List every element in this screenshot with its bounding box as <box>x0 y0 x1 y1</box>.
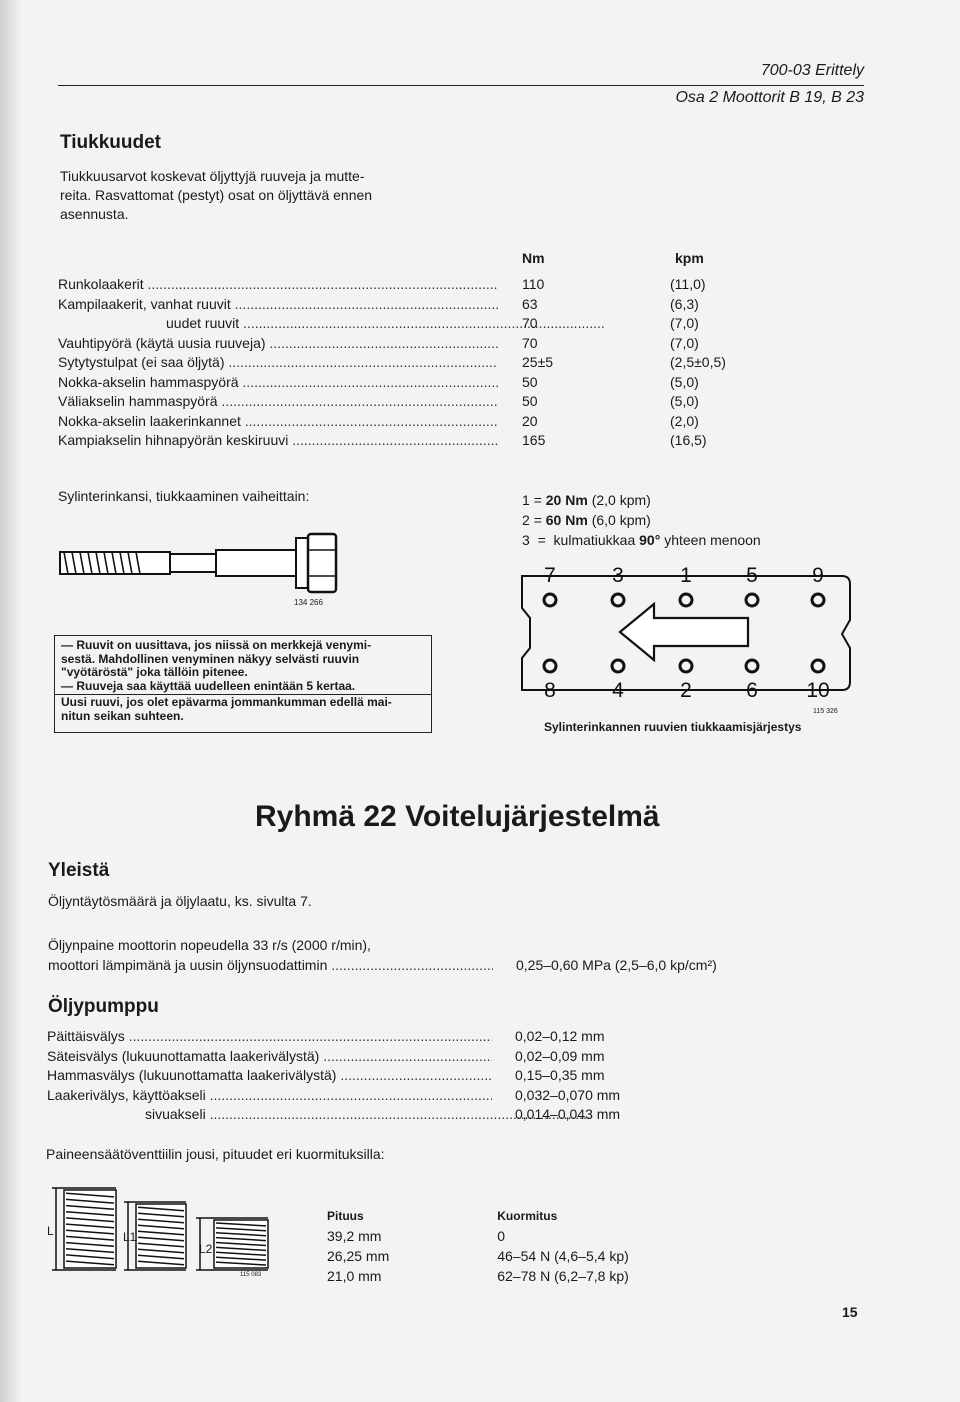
spring-label-l2: L2 <box>199 1242 213 1256</box>
header-doc-code: 700-03 Erittely <box>760 62 864 79</box>
torque-row-label: Väliakselin hammaspyörä ..... <box>58 393 498 409</box>
spring-label: Paineensäätöventtiilin jousi, pituudet eri kuormituksilla: <box>46 1146 385 1162</box>
pump-row-value: 0,014–0,043 mm <box>515 1106 621 1122</box>
tightening-sequence-diagram <box>516 562 856 712</box>
bolt-hole-marker <box>746 660 758 672</box>
spring-figure-id: 115 083 <box>240 1272 262 1278</box>
torque-row-kpm: (16,5) <box>670 432 707 448</box>
torque-row-label: Vauhtipyörä (käytä uusia ruuveja) ..... <box>58 335 498 351</box>
pump-row-label: Laakerivälys, käyttöakseli ..... <box>47 1087 492 1103</box>
torque-row-label: Runkolaakerit ..... <box>58 276 498 292</box>
torque-row-kpm: (5,0) <box>670 393 699 409</box>
tightening-steps <box>522 490 761 550</box>
cylinder-head-label: Sylinterinkansi, tiukkaaminen vaiheittain: <box>58 488 310 504</box>
torque-row-label: Kampilaakerit, vanhat ruuvit ..... <box>58 296 498 312</box>
bolt-hole-marker <box>680 660 692 672</box>
torque-row-label: Nokka-akselin hammaspyörä ..... <box>58 374 498 390</box>
sequence-number-top: 9 <box>812 564 824 587</box>
torque-row-nm: 20 <box>522 412 538 429</box>
torque-row-kpm: (2,0) <box>670 412 699 429</box>
torque-row-nm: 50 <box>522 393 538 409</box>
torque-row-kpm: (7,0) <box>670 334 699 351</box>
bolt-hole-marker <box>812 660 824 672</box>
bolt-notes-box <box>54 635 432 733</box>
bolt-hole-marker <box>612 594 624 606</box>
torque-row-label: Nokka-akselin laakerinkannet ..... <box>58 413 498 429</box>
torque-title: Tiukkuudet <box>60 132 161 153</box>
sequence-number-bottom: 2 <box>680 679 692 702</box>
page-binding-shadow <box>0 0 22 1402</box>
spring-row-length: 21,0 mm <box>327 1268 382 1284</box>
pump-row-value: 0,02–0,09 mm <box>515 1047 605 1064</box>
pump-row-label: Päittäisvälys ..... <box>47 1028 492 1044</box>
spring-row-load: 0 <box>497 1228 506 1244</box>
sequence-number-top: 3 <box>612 564 624 587</box>
torque-row-kpm: (5,0) <box>670 373 699 390</box>
spring-col-load: Kuormitus <box>497 1209 558 1223</box>
bolt-hole-marker <box>746 594 758 606</box>
bolt-hole-marker <box>680 594 692 606</box>
bolt-hole-marker <box>544 660 556 672</box>
sequence-number-bottom: 6 <box>746 679 758 702</box>
torque-row-nm: 63 <box>522 295 538 312</box>
pump-row-value: 0,02–0,12 mm <box>515 1028 605 1044</box>
pump-row-value: 0,15–0,35 mm <box>515 1067 605 1083</box>
spring-row-length: 39,2 mm <box>327 1228 382 1244</box>
spring-label-l: L <box>47 1224 54 1238</box>
note-uncertain: Uusi ruuvi, jos olet epävarma jommankumman edellä mai- nitun seikan suhteen. <box>61 695 392 723</box>
pump-title: Öljypumppu <box>48 996 159 1017</box>
tightening-step-3: 3 = kulmatiukkaa 90° yhteen menoon <box>522 532 761 548</box>
sequence-number-top: 5 <box>746 564 758 587</box>
pump-row-value: 0,032–0,070 mm <box>515 1086 621 1103</box>
torque-row-label: Sytytystulpat (ei saa öljytä) ..... <box>58 354 498 370</box>
spring-row-length: 26,25 mm <box>327 1248 390 1264</box>
sequence-number-bottom: 8 <box>544 679 556 702</box>
pump-row-label: Hammasvälys (lukuunottamatta laakerivälystä) ..... <box>47 1067 492 1083</box>
torque-row-nm: 25±5 <box>522 354 554 370</box>
sequence-caption: Sylinterinkannen ruuvien tiukkaamisjärjestys <box>544 720 802 734</box>
torque-intro: Tiukkuusarvot koskevat öljyttyjä ruuveja ja mutte- reita. Rasvattomat (pestyt) osat on öljyttävä ennen asennusta. <box>60 168 373 222</box>
torque-row-kpm: (11,0) <box>670 276 706 292</box>
bolt-hole-marker <box>612 660 624 672</box>
general-text: Öljyntäytösmäärä ja öljylaatu, ks. sivulta 7. <box>48 893 312 909</box>
oil-pressure-line1: Öljynpaine moottorin nopeudella 33 r/s (2000 r/min), <box>48 937 371 953</box>
header-section: Osa 2 Moottorit B 19, B 23 <box>675 89 864 106</box>
torque-row-label: uudet ruuvit ..... <box>58 315 606 331</box>
spring-row <box>327 1246 649 1266</box>
oil-pressure-label: moottori lämpimänä ja uusin öljynsuodattimin ..... <box>48 957 493 973</box>
torque-row-nm: 50 <box>522 373 538 390</box>
torque-row-kpm: (2,5±0,5) <box>670 354 726 370</box>
group-title: Ryhmä 22 Voitelujärjestelmä <box>255 800 660 833</box>
bolt-figure-id: 134 266 <box>294 598 323 607</box>
oil-pressure-value: 0,25–0,60 MPa (2,5–6,0 kp/cm²) <box>516 957 717 973</box>
bolt-hole-marker <box>544 594 556 606</box>
torque-row-nm: 70 <box>522 334 538 351</box>
pump-row-label: Säteisvälys (lukuunottamatta laakerivälystä) ..... <box>47 1048 492 1064</box>
torque-row-kpm: (7,0) <box>670 315 699 331</box>
spring-col-length: Pituus <box>327 1209 364 1223</box>
spring-row-load: 62–78 N (6,2–7,8 kp) <box>497 1268 629 1284</box>
torque-row-nm: 110 <box>522 276 545 292</box>
sequence-number-bottom: 4 <box>612 679 624 702</box>
sequence-number-bottom: 10 <box>806 679 830 702</box>
pump-row-label: sivuakseli ..... <box>47 1106 590 1122</box>
note-reuse: — Ruuveja saa käyttää uudelleen enintään 5 kertaa. <box>61 678 356 693</box>
sequence-figure-id: 115 326 <box>813 708 838 715</box>
spring-drawing <box>46 1180 276 1280</box>
col-header-kpm: kpm <box>675 250 704 266</box>
page-number: 15 <box>842 1304 858 1320</box>
tightening-step-1: 1 = 20 Nm (2,0 kpm) <box>522 492 651 508</box>
spring-label-l1: L1 <box>123 1230 137 1244</box>
bolt-hole-marker <box>812 594 824 606</box>
torque-row-nm: 165 <box>522 432 546 448</box>
sequence-number-top: 1 <box>680 564 692 587</box>
spring-row-load: 46–54 N (4,6–5,4 kp) <box>497 1248 629 1264</box>
tightening-step-2: 2 = 60 Nm (6,0 kpm) <box>522 512 651 528</box>
torque-row-nm: 70 <box>522 315 538 331</box>
spring-row <box>327 1266 649 1286</box>
col-header-nm: Nm <box>522 250 545 266</box>
header-rule <box>58 85 864 86</box>
sequence-number-top: 7 <box>544 564 556 587</box>
torque-row-label: Kampiakselin hihnapyörän keskiruuvi ..... <box>58 432 498 448</box>
torque-row-kpm: (6,3) <box>670 295 699 312</box>
general-title: Yleistä <box>48 860 110 881</box>
note-stretching: — Ruuvit on uusittava, jos niissä on merkkejä venymi- sestä. Mahdollinen venyminen näkyy selvästi ruuvin "vyötäröstä" joka tällöin pitenee. <box>61 638 372 679</box>
spring-table <box>327 1206 649 1286</box>
spring-row <box>327 1226 649 1246</box>
